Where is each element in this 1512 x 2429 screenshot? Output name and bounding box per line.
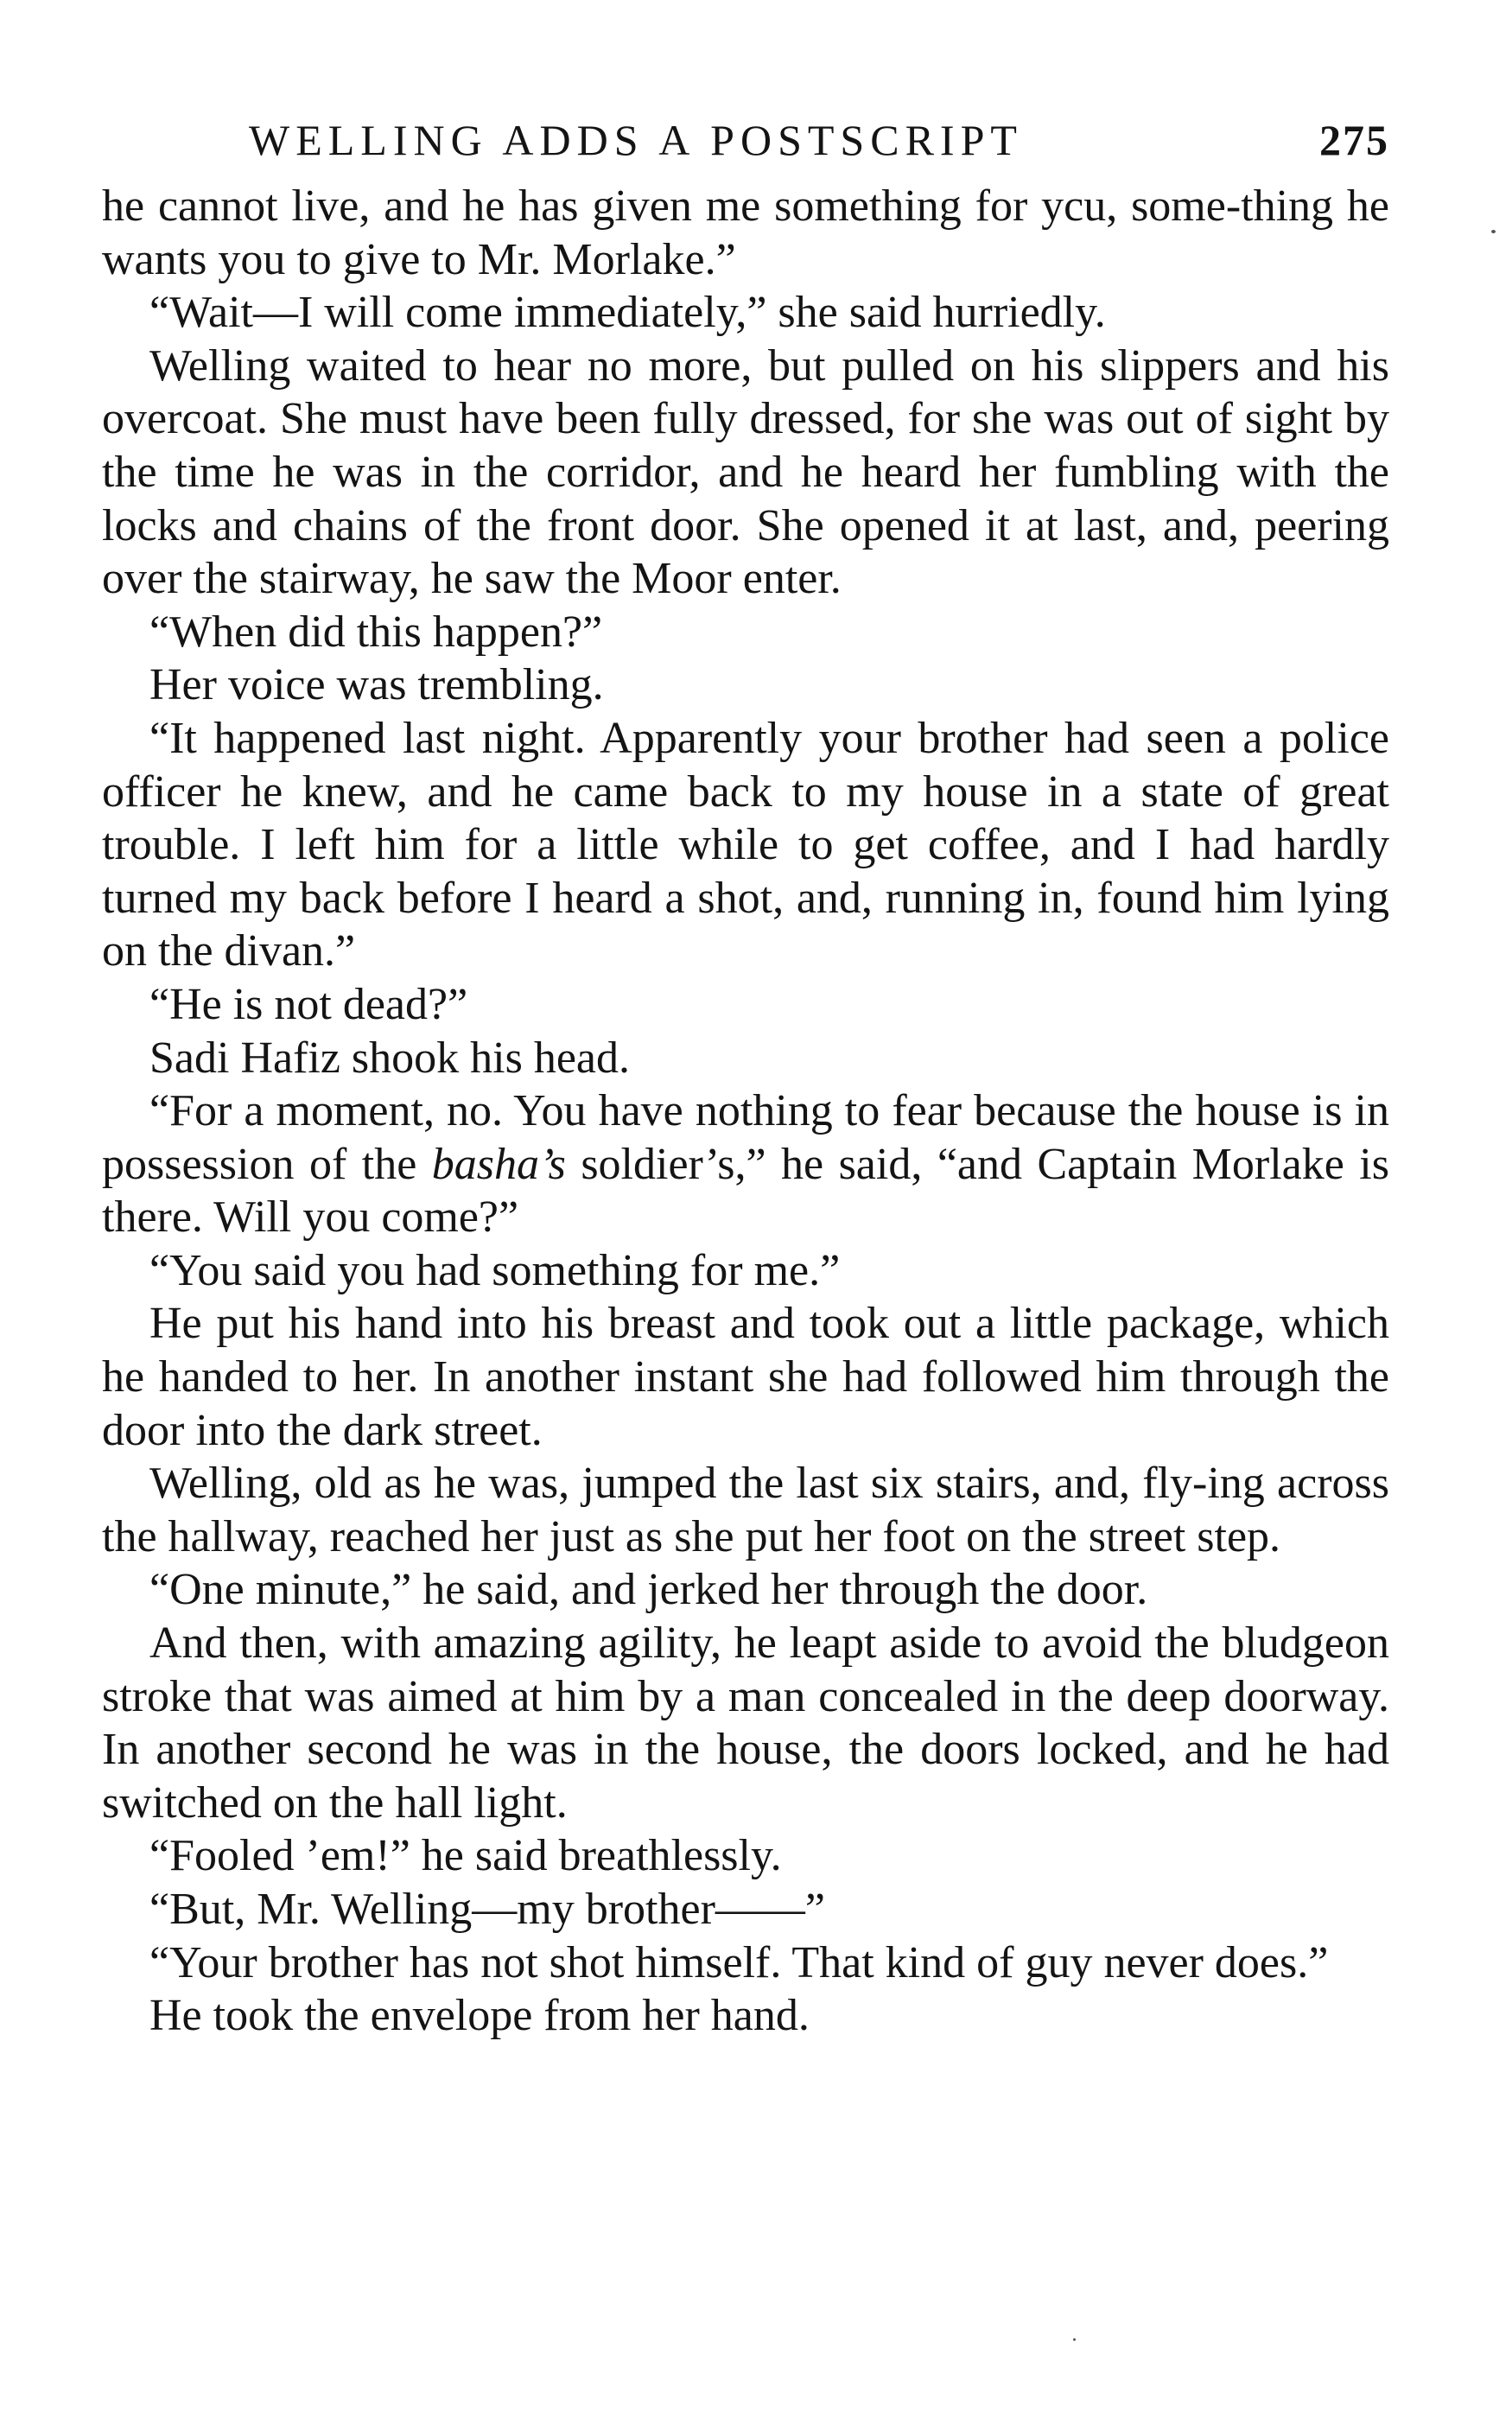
- scan-speck-mark: [1491, 230, 1496, 233]
- paragraph-16-text: “But, Mr. Welling—my brother——”: [149, 1885, 825, 1934]
- paragraph-17: [102, 1936, 1389, 1990]
- paragraph-13-text: “One minute,” he said, and jerked her through the door.: [149, 1565, 1148, 1615]
- body-text: [102, 180, 1389, 2043]
- paragraph-1: [102, 180, 1389, 286]
- paragraph-6-text: “It happened last night. Apparently your brother had seen a police officer he knew, and he came back to my house in a state of great trouble. I left him for a little while to get coffee, and I had hardly turned my back before I heard a shot, and, running in, found him lying on the divan.”: [102, 713, 1389, 976]
- paragraph-14: [102, 1617, 1389, 1829]
- paragraph-9-text-a: “For a moment, no. You have nothing to fear because the house is in possession of the: [102, 1086, 1389, 1189]
- paragraph-4-text: “When did this happen?”: [149, 607, 603, 657]
- scan-speck-mark-bottom: [1073, 2338, 1076, 2341]
- paragraph-15-text: “Fooled ’em!” he said breathlessly.: [149, 1831, 782, 1881]
- paragraph-3-text: Welling waited to hear no more, but pulled on his slippers and his overcoat. She must have been fully dressed, for she was out of sight by the time he was in the corridor, and he heard her fumbling with the locks and chains of the front door. She opened it at last, and, peering over the stairway, he saw the Moor enter.: [102, 340, 1389, 604]
- paragraph-18-text: He took the envelope from her hand.: [149, 1991, 810, 2041]
- page-number: 275: [1319, 116, 1389, 164]
- paragraph-8-text: Sadi Hafiz shook his head.: [149, 1033, 631, 1083]
- paragraph-2-text: “Wait—I will come immediately,” she said hurriedly.: [149, 288, 1106, 338]
- paragraph-4: [102, 606, 1389, 659]
- paragraph-9: [102, 1084, 1389, 1244]
- paragraph-10: [102, 1244, 1389, 1298]
- paragraph-9-text-b: soldier’s,” he said, “and Captain Morlake is there. Will you come?”: [102, 1139, 1389, 1243]
- paragraph-15: [102, 1829, 1389, 1883]
- paragraph-14-text: And then, with amazing agility, he leapt aside to avoid the bludgeon stroke that was aimed at him by a man concealed in the deep doorway. In another second he was in the house, the doors locked, and he had switched on the hall light.: [102, 1618, 1389, 1828]
- paragraph-12-text: Welling, old as he was, jumped the last six stairs, and, fly-ing across the hallway, reached her just as she put her foot on the street step.: [102, 1459, 1389, 1561]
- paragraph-18: [102, 1989, 1389, 2043]
- paragraph-13: [102, 1563, 1389, 1617]
- paragraph-3: [102, 340, 1389, 606]
- paragraph-16: [102, 1883, 1389, 1936]
- paragraph-7-text: “He is not dead?”: [149, 979, 468, 1029]
- paragraph-11: [102, 1297, 1389, 1457]
- paragraph-10-text: “You said you had something for me.”: [149, 1245, 841, 1295]
- paragraph-9-italic: basha’s: [431, 1139, 566, 1189]
- running-head: WELLING ADDS A POSTSCRIPT: [249, 116, 1023, 164]
- paragraph-11-text: He put his hand into his breast and took out a little package, which he handed to her. In another instant she had followed him through the door into the dark street.: [102, 1299, 1389, 1455]
- page-header: [102, 114, 1389, 175]
- paragraph-8: [102, 1032, 1389, 1085]
- book-page: [102, 114, 1389, 2043]
- paragraph-17-text: “Your brother has not shot himself. That kind of guy never does.”: [149, 1937, 1329, 1987]
- paragraph-1-text: he cannot live, and he has given me something for ycu, some-thing he wants you to give to Mr. Morlake.”: [102, 181, 1389, 284]
- paragraph-7: [102, 978, 1389, 1032]
- paragraph-5: [102, 658, 1389, 712]
- paragraph-12: [102, 1457, 1389, 1563]
- paragraph-6: [102, 712, 1389, 978]
- paragraph-2: [102, 286, 1389, 340]
- paragraph-5-text: Her voice was trembling.: [149, 660, 604, 710]
